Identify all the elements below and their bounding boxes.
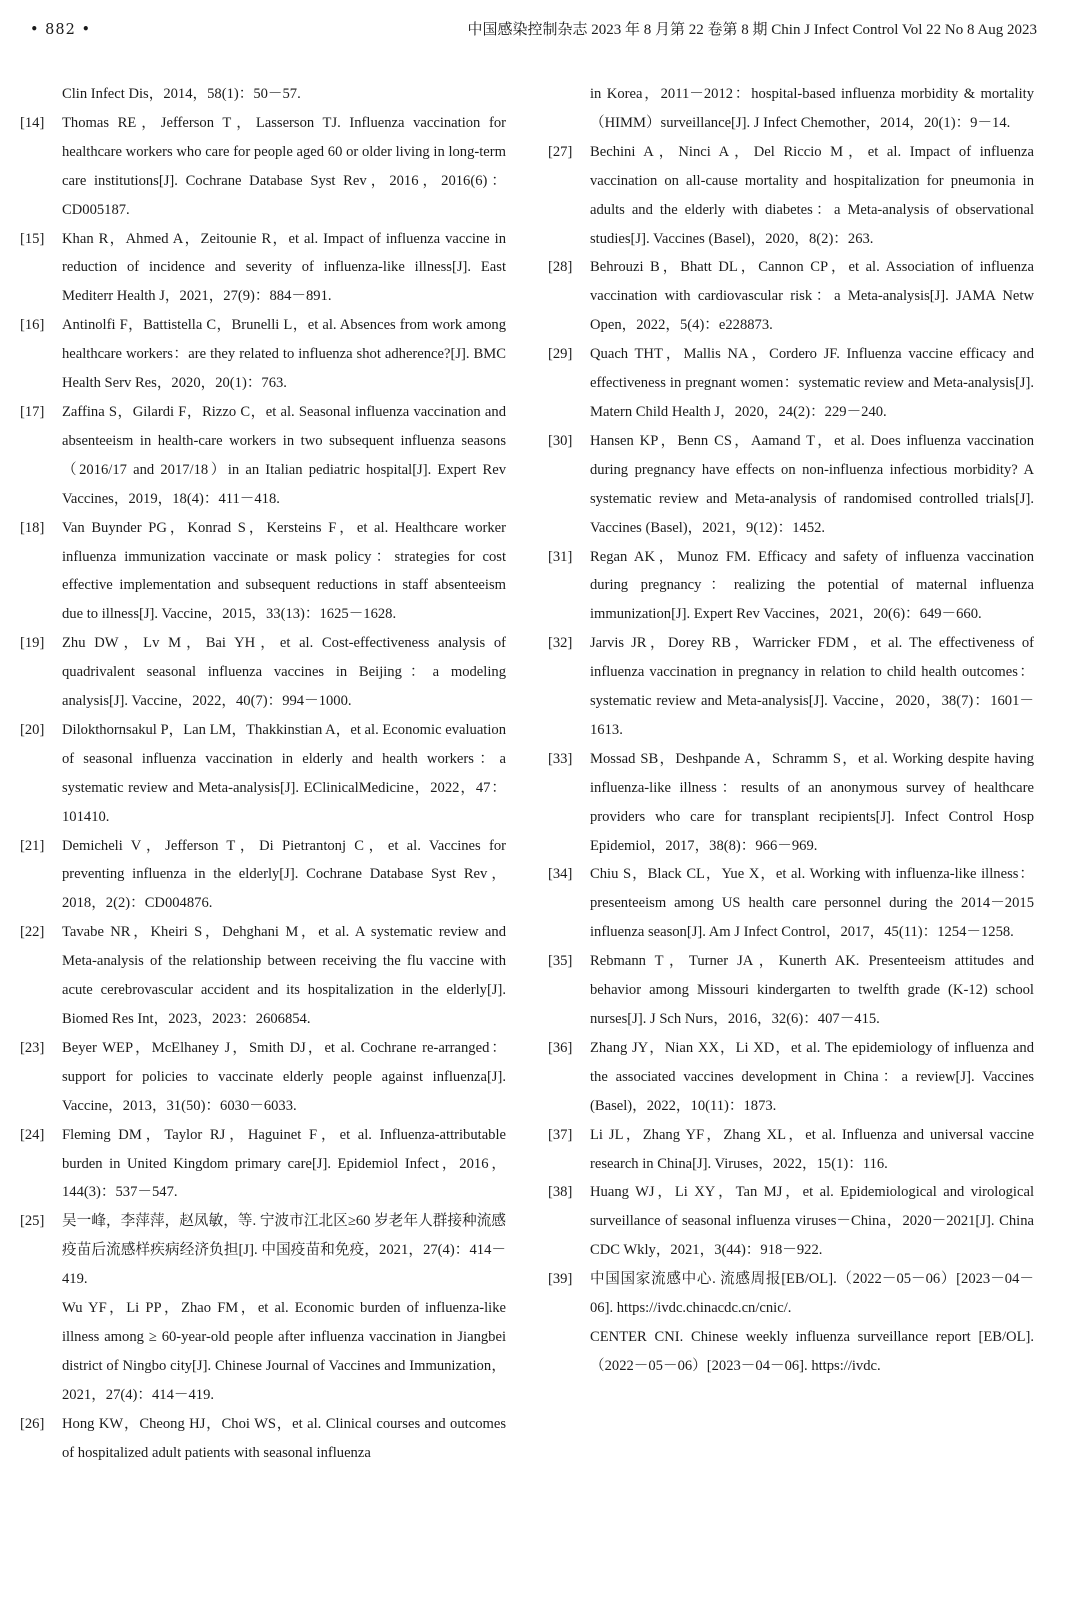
reference-number: [28] — [548, 259, 573, 276]
reference-number: [14] — [20, 114, 45, 131]
reference-number: [27] — [548, 143, 573, 160]
reference-text: Mossad SB，Deshpande A，Schramm S，et al. Working despite having influenza-like illness：results of an anonymous survey of healthcare providers who care for transplant recipients[J]. Infect Control Hosp Epidemiol，2017，38(8)：966－969. — [590, 750, 1034, 854]
reference-list — [20, 109, 506, 1294]
reference-text: Demicheli V，Jefferson T，Di Pietrantonj C，et al. Vaccines for preventing influenza in the elderly[J]. Cochrane Database Syst Rev，2018，2(2)：CD004876. — [62, 837, 506, 912]
reference-text: Tavabe NR，Kheiri S，Dehghani M，et al. A systematic review and Meta-analysis of the relationship between receiving the flu vaccine with acute cerebrovascular accident and its hospitalization in the elderly[J]. Biomed Res Int，2023，2023：2606854. — [62, 924, 506, 1027]
reference-number: [37] — [548, 1126, 573, 1143]
reference-text: 中国国家流感中心. 流感周报[EB/OL].（2022－05－06）[2023－04－06]. https://ivdc.chinacdc.cn/cnic/. — [590, 1271, 1034, 1317]
page-header — [30, 18, 1037, 42]
reference-item — [548, 1265, 1034, 1323]
reference-item — [548, 947, 1034, 1034]
right-column — [548, 80, 1034, 1381]
reference-number: [34] — [548, 866, 573, 883]
reference-text: Regan AK，Munoz FM. Efficacy and safety of influenza vaccination during pregnancy：realizing the potential of maternal influenza immunization[J]. Expert Rev Vaccines，2021，20(6)：649－660. — [590, 548, 1034, 623]
reference-number: [26] — [20, 1415, 45, 1432]
reference-english-translation: Wu YF，Li PP，Zhao FM，et al. Economic burden of influenza-like illness among ≥ 60-year-old people after influenza vaccination in Jiangbei district of Ningbo city[J]. Chinese Journal of Vaccines and Immunization，2021，27(4)：414－419. — [62, 1300, 506, 1403]
reference-text: Rebmann T，Turner JA，Kunerth AK. Presenteeism attitudes and behavior among Missouri kindergarten to twelfth grade (K-12) school nurses[J]. J Sch Nurs，2016，32(6)：407－415. — [590, 953, 1034, 1027]
reference-list — [548, 138, 1034, 1323]
reference-item — [548, 1121, 1034, 1179]
reference-text: Beyer WEP，McElhaney J，Smith DJ，et al. Cochrane re-arranged：support for policies to vaccinate elderly people against influenza[J]. Vaccine，2013，31(50)：6030－6033. — [62, 1039, 506, 1114]
reference-text: Khan R，Ahmed A，Zeitounie R，et al. Impact of influenza vaccine in reduction of incidence and severity of influenza-like illness[J]. East Mediterr Health J，2021，27(9)：884－891. — [62, 230, 506, 305]
reference-text: Jarvis JR，Dorey RB，Warricker FDM，et al. The effectiveness of influenza vaccination in pregnancy in relation to child health outcomes：systematic review and Meta-analysis[J]. Vaccine，2020，38(7)：1601－1613. — [590, 635, 1034, 738]
reference-number: [31] — [548, 548, 573, 565]
reference-number: [30] — [548, 432, 573, 449]
reference-text: Fleming DM，Taylor RJ，Haguinet F，et al. Influenza-attributable burden in United Kingdom primary care[J]. Epidemiol Infect，2016，144(3)：537－547. — [62, 1126, 506, 1201]
reference-number: [36] — [548, 1039, 573, 1056]
reference-text: Bechini A，Ninci A，Del Riccio M，et al. Impact of influenza vaccination on all-cause mortality and hospitalization for pneumonia in adults and the elderly with diabetes：a Meta-analysis of observational studies[J]. Vaccines (Basel)，2020，8(2)：263. — [590, 143, 1034, 247]
reference-number: [29] — [548, 346, 573, 363]
reference-number: [21] — [20, 837, 45, 854]
reference-number: [17] — [20, 403, 45, 420]
reference-number: [20] — [20, 721, 45, 738]
reference-number: [32] — [548, 635, 573, 652]
reference-item — [548, 1034, 1034, 1121]
reference-text: Behrouzi B，Bhatt DL，Cannon CP，et al. Association of influenza vaccination with cardiovascular risk：a Meta-analysis[J]. JAMA Netw Open，2022，5(4)：e228873. — [590, 259, 1034, 334]
reference-text: Van Buynder PG，Konrad S，Kersteins F，et al. Healthcare worker influenza immunization vaccinate or mask policy：strategies for cost effective implementation and subsequent reductions in staff absenteeism due to illness[J]. Vaccine，2015，33(13)：1625－1628. — [62, 519, 506, 623]
page-number: • 882 • — [30, 22, 91, 38]
reference-item — [548, 1178, 1034, 1265]
reference-item — [20, 514, 506, 630]
reference-number: [15] — [20, 230, 45, 247]
reference-item — [20, 311, 506, 398]
reference-number: [33] — [548, 750, 573, 767]
journal-citation-line: 中国感染控制杂志 2023 年 8 月第 22 卷第 8 期 Chin J Infect Control Vol 22 No 8 Aug 2023 — [467, 22, 1037, 38]
reference-item — [548, 427, 1034, 543]
reference-number: [35] — [548, 953, 573, 970]
reference-item — [548, 629, 1034, 745]
reference-item — [20, 918, 506, 1034]
reference-text: Dilokthornsakul P，Lan LM，Thakkinstian A，et al. Economic evaluation of seasonal influenza vaccination in elderly and health workers：a systematic review and Meta-analysis[J]. EClinicalMedicine，2022，47：101410. — [62, 721, 506, 825]
reference-item — [548, 543, 1034, 630]
reference-item — [20, 1034, 506, 1121]
reference-continuation: in Korea，2011－2012：hospital-based influenza morbidity & mortality（HIMM）surveillance[J]. J Infect Chemother，2014，20(1)：9－14. — [590, 86, 1034, 131]
reference-number: [39] — [548, 1271, 573, 1288]
reference-item — [548, 253, 1034, 340]
reference-item — [548, 138, 1034, 254]
left-column — [20, 80, 506, 1468]
reference-item — [20, 1207, 506, 1294]
reference-text: Huang WJ，Li XY，Tan MJ，et al. Epidemiological and virological surveillance of seasonal influenza viruses－China，2020－2021[J]. China CDC Wkly，2021，3(44)：918－922. — [590, 1184, 1034, 1259]
reference-text: Quach THT，Mallis NA，Cordero JF. Influenza vaccine efficacy and effectiveness in pregnant women：systematic review and Meta-analysis[J]. Matern Child Health J，2020，24(2)：229－240. — [590, 346, 1034, 420]
reference-item — [20, 398, 506, 514]
reference-number: [23] — [20, 1039, 45, 1056]
reference-number: [18] — [20, 519, 45, 536]
reference-text: Zaffina S，Gilardi F，Rizzo C，et al. Seasonal influenza vaccination and absenteeism in health-care workers in two subsequent influenza seasons（2016/17 and 2017/18）in an Italian pediatric hospital[J]. Expert Rev Vaccines，2019，18(4)：411－418. — [62, 403, 506, 507]
reference-text: Antinolfi F，Battistella C，Brunelli L，et al. Absences from work among healthcare workers：are they related to influenza shot adherence?[J]. BMC Health Serv Res，2020，20(1)：763. — [62, 317, 506, 392]
reference-item — [548, 860, 1034, 947]
reference-number: [38] — [548, 1184, 573, 1201]
reference-number: [24] — [20, 1126, 45, 1143]
reference-item — [20, 225, 506, 312]
reference-item — [548, 745, 1034, 861]
reference-item — [20, 1121, 506, 1208]
reference-text: Chiu S，Black CL，Yue X，et al. Working with influenza-like illness：presenteeism among US health care personnel during the 2014－2015 influenza season[J]. Am J Infect Control，2017，45(11)：1254－1258. — [590, 866, 1034, 941]
reference-text: Li JL，Zhang YF，Zhang XL，et al. Influenza and universal vaccine research in China[J]. Viruses，2022，15(1)：116. — [590, 1126, 1034, 1172]
reference-text: Zhang JY，Nian XX，Li XD，et al. The epidemiology of influenza and the associated vaccines development in China：a review[J]. Vaccines (Basel)，2022，10(11)：1873. — [590, 1039, 1034, 1114]
reference-text: Hansen KP，Benn CS，Aamand T，et al. Does influenza vaccination during pregnancy have effects on non-influenza infectious morbidity? A systematic review and Meta-analysis of randomised controlled trials[J]. Vaccines (Basel)，2021，9(12)：1452. — [590, 432, 1034, 536]
reference-item — [20, 832, 506, 919]
reference-item — [20, 109, 506, 225]
reference-number: [25] — [20, 1213, 45, 1230]
reference-continuation: Clin Infect Dis，2014，58(1)：50－57. — [62, 86, 301, 102]
reference-text: Hong KW，Cheong HJ，Choi WS，et al. Clinical courses and outcomes of hospitalized adult patients with seasonal influenza — [62, 1415, 506, 1461]
reference-number: [19] — [20, 635, 45, 652]
reference-item — [20, 716, 506, 832]
reference-item — [548, 340, 1034, 427]
reference-number: [16] — [20, 317, 45, 334]
reference-number: [22] — [20, 924, 45, 941]
reference-text: 吴一峰，李萍萍，赵凤敏，等. 宁波市江北区≥60 岁老年人群接种流感疫苗后流感样疾病经济负担[J]. 中国疫苗和免疫，2021，27(4)：414－419. — [62, 1213, 506, 1288]
reference-english-translation: CENTER CNI. Chinese weekly influenza surveillance report [EB/OL].（2022－05－06）[2023－04－06]. https://ivdc. — [590, 1328, 1034, 1374]
reference-item — [20, 629, 506, 716]
reference-text: Zhu DW，Lv M，Bai YH，et al. Cost-effectiveness analysis of quadrivalent seasonal influenza vaccines in Beijing：a modeling analysis[J]. Vaccine，2022，40(7)：994－1000. — [62, 635, 506, 710]
reference-item — [20, 1410, 506, 1468]
reference-text: Thomas RE，Jefferson T，Lasserson TJ. Influenza vaccination for healthcare workers who care for people aged 60 or older living in long-term care institutions[J]. Cochrane Database Syst Rev，2016，2016(6)：CD005187. — [62, 114, 506, 218]
